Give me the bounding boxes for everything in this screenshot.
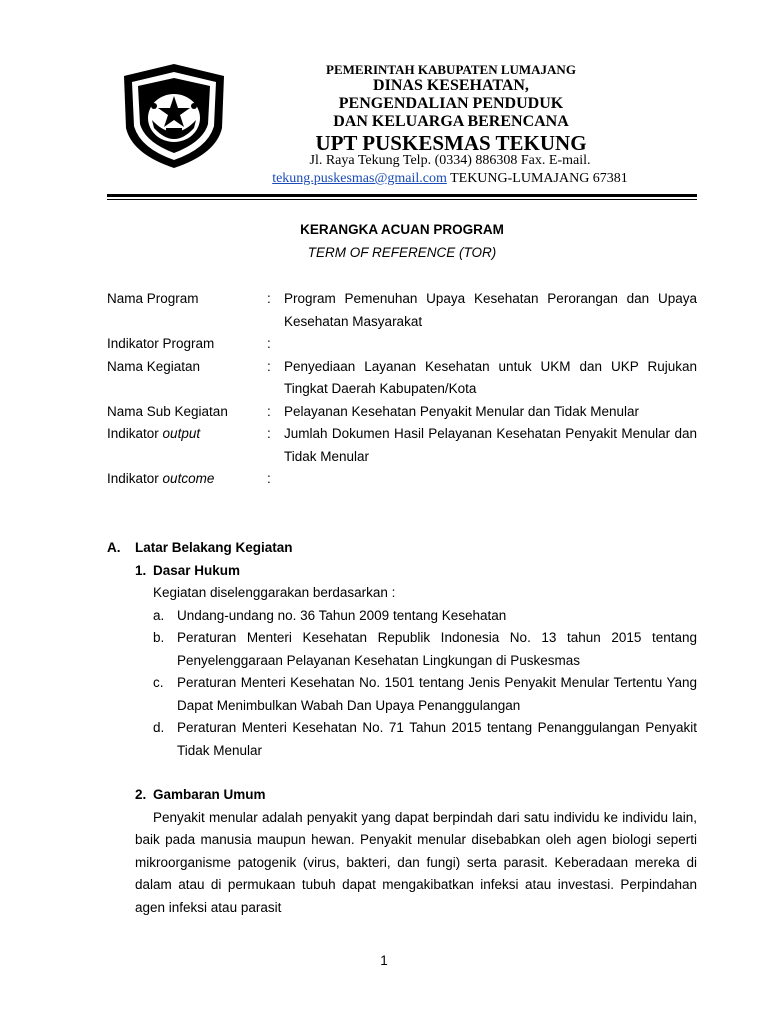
document-title: KERANGKA ACUAN PROGRAM <box>300 222 504 237</box>
city-postcode: TEKUNG-LUMAJANG 67381 <box>450 171 628 186</box>
letterhead-government: PEMERINTAH KABUPATEN LUMAJANG <box>326 62 576 77</box>
info-label: Indikator output <box>107 426 201 441</box>
info-value: Pelayanan Kesehatan Penyakit Menular dan Tidak Menular <box>284 403 639 419</box>
contact-line <box>210 170 690 188</box>
info-label: Nama Program <box>107 291 199 306</box>
info-row <box>107 333 697 356</box>
info-value: Jumlah Dokumen Hasil Pelayanan Kesehatan Penyakit Menular dan Tidak Menular <box>284 426 697 464</box>
subsection-heading: 1. Dasar Hukum <box>135 562 241 578</box>
info-row <box>107 288 697 333</box>
list-item: c. Peraturan Menteri Kesehatan No. 1501 tentang Jenis Penyakit Menular Tertentu Yang Dapat Menimbulkan Wabah Dan Upaya Penanggulangan <box>153 675 697 713</box>
list-item: a. Undang-undang no. 36 Tahun 2009 tentang Kesehatan <box>153 607 507 623</box>
document-subtitle: TERM OF REFERENCE (TOR) <box>307 245 497 260</box>
email-link[interactable]: tekung.puskesmas@gmail.com <box>272 171 447 186</box>
info-label: Nama Sub Kegiatan <box>107 403 228 419</box>
letterhead-department-2: PENGENDALIAN PENDUDUK <box>338 95 564 112</box>
address-line: Jl. Raya Tekung Telp. (0334) 886308 Fax. E-mail. <box>309 153 591 168</box>
info-label: Indikator Program <box>107 336 215 351</box>
subsection-intro: Kegiatan diselenggarakan berdasarkan : <box>153 585 396 600</box>
letterhead-address <box>210 152 690 188</box>
info-colon: : <box>267 336 271 351</box>
info-value: Program Pemenuhan Upaya Kesehatan Perorangan dan Upaya Kesehatan Masyarakat <box>284 291 697 329</box>
info-colon: : <box>267 358 271 374</box>
info-colon: : <box>267 426 271 441</box>
body-paragraph: Penyakit menular adalah penyakit yang dapat berpindah dari satu individu ke individu lain, baik pada manusia maupun hewan. Penyakit menular disebabkan oleh agen biologi seperti mikroorganisme patogenik (virus, bakteri, dan fungi) serta parasit. Keberadaan mereka di dalam atau di permukaan tubuh dapat mengakibatkan infeksi atau investasi. Perpindahan agen infeksi atau parasit <box>135 809 697 915</box>
document-body <box>107 537 697 919</box>
info-value: Penyediaan Layanan Kesehatan untuk UKM dan UKP Rujukan Tingkat Daerah Kabupaten/Kota <box>284 358 697 396</box>
letterhead-unit: UPT PUSKESMAS TEKUNG <box>315 131 587 155</box>
info-value <box>284 333 697 356</box>
info-label: Nama Kegiatan <box>107 358 201 374</box>
letterhead-rule-thick <box>107 194 697 197</box>
page-number: 1 <box>380 953 388 968</box>
letterhead-department-1: DINAS KESEHATAN, <box>373 77 529 94</box>
section-heading: A. Latar Belakang Kegiatan <box>107 540 293 555</box>
info-value <box>284 468 697 491</box>
info-label: Indikator outcome <box>107 471 215 486</box>
info-row <box>107 423 697 468</box>
info-colon: : <box>267 471 271 486</box>
subsection-heading: 2. Gambaran Umum <box>135 787 266 802</box>
program-info-table <box>107 288 697 491</box>
info-colon: : <box>267 291 271 306</box>
list-item: d. Peraturan Menteri Kesehatan No. 71 Tahun 2015 tentang Penanggulangan Penyakit Tidak Menular <box>153 720 697 758</box>
list-item: b. Peraturan Menteri Kesehatan Republik Indonesia No. 13 tahun 2015 tentang Penyelenggaraan Pelayanan Kesehatan Lingkungan di Puskesmas <box>153 630 697 668</box>
letterhead-department-3: DAN KELUARGA BERENCANA <box>333 113 569 130</box>
letterhead <box>236 62 666 155</box>
info-row <box>107 356 697 401</box>
info-row <box>107 468 697 491</box>
letterhead-rule-thin <box>107 199 697 200</box>
info-colon: : <box>267 403 271 419</box>
info-row <box>107 401 697 424</box>
